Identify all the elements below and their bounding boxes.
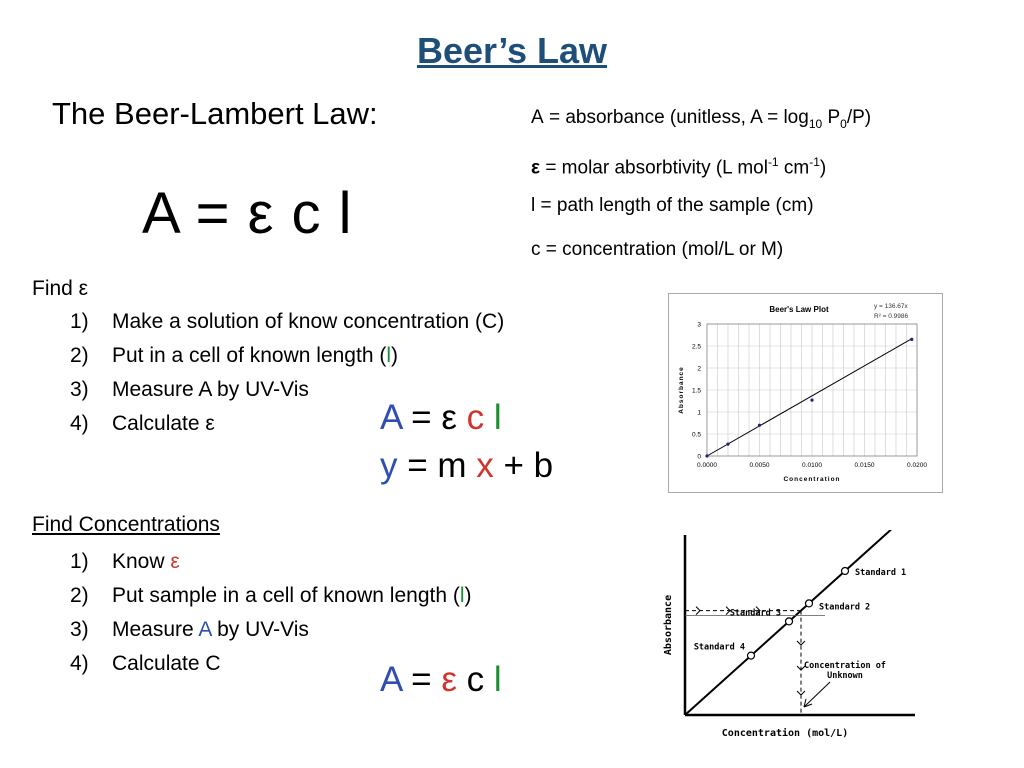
- data-point: [705, 454, 708, 457]
- trendline: [707, 339, 912, 456]
- colored-equation-line: y = m x + b: [380, 446, 554, 485]
- y-tick-label: 1.5: [691, 387, 701, 395]
- y-axis-label: Absorbance: [678, 366, 685, 414]
- x-tick-label: 0.0200: [907, 462, 927, 469]
- list-item: 3) Measure A by UV-Vis: [70, 618, 309, 641]
- definition-absorbance: A = absorbance (unitless, $A = \log_{10} P_0/P$): [531, 107, 872, 131]
- colored-equation-beer: A = ε c l: [380, 398, 502, 437]
- slide-title: Beer’s Law: [416, 30, 608, 71]
- data-point: [758, 424, 761, 427]
- find-epsilon-heading: Find ε: [32, 277, 89, 300]
- list-item: 1) Make a solution of know concentration (C): [70, 310, 505, 333]
- list-item: 2) Put in a cell of known length (l): [70, 344, 398, 367]
- x-tick-label: 0.0100: [802, 462, 822, 469]
- standard-point: [748, 652, 755, 659]
- x-axis-label: Concentration: [783, 476, 841, 483]
- unknown-label: Concentration of: [804, 661, 886, 671]
- standard-point: [786, 618, 793, 625]
- standard-label: Standard 2: [819, 602, 871, 613]
- find-concentrations-heading: Find Concentrations: [32, 513, 220, 536]
- list-item: 2) Put sample in a cell of known length (l): [70, 584, 472, 607]
- trendline-annotation: R² = 0.9986: [874, 313, 909, 320]
- x-axis-label: Concentration (mol/L): [721, 728, 849, 739]
- unknown-label: Unknown: [827, 671, 863, 681]
- x-tick-label: 0.0050: [749, 462, 770, 469]
- calibration-curve: [655, 530, 915, 760]
- y-tick-label: 0: [697, 453, 701, 461]
- standard-label: Standard 3: [729, 608, 781, 619]
- y-tick-label: 2: [697, 365, 701, 373]
- y-tick-label: 0.5: [691, 431, 701, 439]
- standard-point: [806, 600, 813, 607]
- x-tick-label: 0.0000: [697, 462, 717, 469]
- standard-point: [842, 568, 849, 575]
- chart-title: Beer's Law Plot: [769, 305, 829, 314]
- definition-epsilon: ε = molar absorbtivity (L mol$^{-1}$ $cm^{-1}$): [531, 155, 827, 179]
- list-item: 1) Know ε: [70, 550, 180, 573]
- list-item: 3) Measure A by UV-Vis: [70, 378, 309, 401]
- colored-equation-beer-2: A = ε c l: [380, 660, 502, 699]
- trendline-annotation: y = 136.67x: [874, 303, 908, 310]
- arrow-right-icon: [696, 607, 700, 615]
- y-axis-label: Absorbance: [663, 594, 674, 656]
- definitions-list: [531, 96, 871, 272]
- main-equation: A = ε c l: [142, 181, 353, 246]
- y-tick-label: 3: [697, 321, 701, 329]
- data-point: [910, 338, 913, 341]
- beers-law-plot: [668, 293, 943, 493]
- beers-law-plot-svg: [669, 294, 942, 492]
- y-tick-label: 2.5: [691, 343, 701, 351]
- data-point: [726, 443, 729, 446]
- list-item: 4) Calculate ε: [70, 412, 215, 435]
- subtitle: The Beer-Lambert Law:: [52, 96, 378, 131]
- definition-path-length: l = path length of the sample (cm): [531, 195, 814, 216]
- standard-label: Standard 4: [693, 642, 745, 653]
- list-item: 4) Calculate C: [70, 652, 221, 675]
- y-tick-label: 1: [697, 409, 701, 417]
- unknown-pointer: [804, 682, 830, 707]
- definition-concentration: c = concentration (mol/L or M): [531, 239, 784, 260]
- x-tick-label: 0.0150: [854, 462, 875, 469]
- calibration-curve-svg: [655, 530, 915, 760]
- data-point: [810, 399, 813, 402]
- standard-label: Standard 1: [855, 568, 907, 578]
